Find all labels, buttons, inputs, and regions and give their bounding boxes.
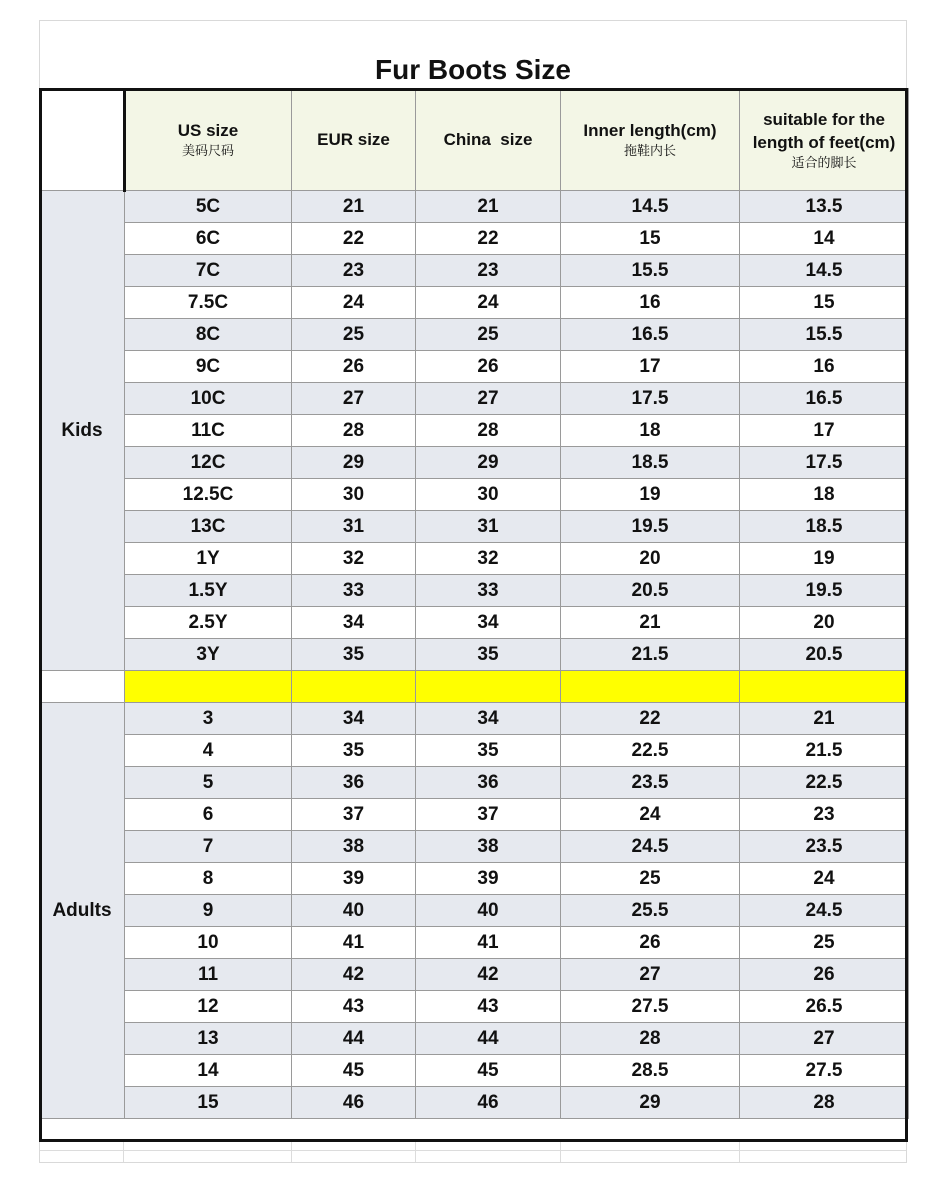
cell-us-size: 9 [125, 895, 292, 927]
table-row [40, 223, 909, 255]
cell-eur-size: 29 [292, 447, 416, 479]
table-row [40, 991, 909, 1023]
cell-inner-length: 18 [561, 415, 740, 447]
cell-feet-length: 19 [740, 543, 909, 575]
cell-eur-size: 26 [292, 351, 416, 383]
cell-eur-size: 25 [292, 319, 416, 351]
gridline [291, 1142, 292, 1162]
cell-inner-length: 22 [561, 703, 740, 735]
cell-us-size: 10C [125, 383, 292, 415]
gridline [123, 1142, 124, 1162]
cell-inner-length: 23.5 [561, 767, 740, 799]
cell-feet-length: 25 [740, 927, 909, 959]
table-row [40, 927, 909, 959]
cell-us-size: 13C [125, 511, 292, 543]
header-feet-label: suitable for the length of feet(cm) [752, 109, 896, 152]
border-left [39, 88, 42, 1142]
separator-highlight [740, 671, 909, 703]
cell-eur-size: 30 [292, 479, 416, 511]
cell-eur-size: 37 [292, 799, 416, 831]
cell-inner-length: 25.5 [561, 895, 740, 927]
cell-inner-length: 28 [561, 1023, 740, 1055]
cell-china-size: 29 [416, 447, 561, 479]
cell-eur-size: 34 [292, 703, 416, 735]
cell-feet-length: 21 [740, 703, 909, 735]
cell-china-size: 32 [416, 543, 561, 575]
cell-china-size: 26 [416, 351, 561, 383]
cell-inner-length: 26 [561, 927, 740, 959]
table-row [40, 735, 909, 767]
cell-feet-length: 17 [740, 415, 909, 447]
cell-china-size: 37 [416, 799, 561, 831]
cell-feet-length: 14.5 [740, 255, 909, 287]
header-inner-length [561, 89, 740, 191]
table-row [40, 543, 909, 575]
border-top [39, 88, 908, 91]
cell-eur-size: 46 [292, 1087, 416, 1119]
header-us-size [125, 89, 292, 191]
cell-china-size: 38 [416, 831, 561, 863]
table-row [40, 831, 909, 863]
cell-china-size: 41 [416, 927, 561, 959]
cell-inner-length: 17.5 [561, 383, 740, 415]
cell-eur-size: 22 [292, 223, 416, 255]
table-row [40, 287, 909, 319]
cell-china-size: 36 [416, 767, 561, 799]
cell-eur-size: 43 [292, 991, 416, 1023]
cell-us-size: 8C [125, 319, 292, 351]
cell-feet-length: 17.5 [740, 447, 909, 479]
cell-eur-size: 21 [292, 191, 416, 223]
cell-us-size: 12 [125, 991, 292, 1023]
cell-eur-size: 27 [292, 383, 416, 415]
cell-eur-size: 40 [292, 895, 416, 927]
table-row [40, 703, 909, 735]
cell-feet-length: 24 [740, 863, 909, 895]
header-feet-length [740, 89, 909, 191]
header-feet-zh: 适合的脚长 [791, 154, 857, 170]
cell-inner-length: 28.5 [561, 1055, 740, 1087]
cell-inner-length: 15.5 [561, 255, 740, 287]
cell-china-size: 35 [416, 639, 561, 671]
cell-inner-length: 20 [561, 543, 740, 575]
table-row [40, 607, 909, 639]
cell-china-size: 21 [416, 191, 561, 223]
border-header-divider [123, 88, 126, 192]
cell-us-size: 1Y [125, 543, 292, 575]
cell-feet-length: 15 [740, 287, 909, 319]
cell-china-size: 45 [416, 1055, 561, 1087]
header-corner [40, 89, 125, 191]
cell-eur-size: 41 [292, 927, 416, 959]
table-row [40, 863, 909, 895]
cell-eur-size: 36 [292, 767, 416, 799]
cell-feet-length: 18.5 [740, 511, 909, 543]
cell-us-size: 6C [125, 223, 292, 255]
cell-feet-length: 26 [740, 959, 909, 991]
cell-eur-size: 24 [292, 287, 416, 319]
cell-feet-length: 16 [740, 351, 909, 383]
size-table [39, 88, 909, 1119]
cell-feet-length: 27 [740, 1023, 909, 1055]
header-us-zh: 美码尺码 [181, 143, 234, 158]
table-row [40, 383, 909, 415]
table-row [40, 1023, 909, 1055]
table-row [40, 351, 909, 383]
cell-inner-length: 27 [561, 959, 740, 991]
cell-us-size: 5 [125, 767, 292, 799]
cell-us-size: 11C [125, 415, 292, 447]
separator-cell [40, 671, 125, 703]
cell-eur-size: 38 [292, 831, 416, 863]
header-us-label: US size [177, 121, 239, 140]
cell-inner-length: 16.5 [561, 319, 740, 351]
table-row [40, 895, 909, 927]
cell-us-size: 3 [125, 703, 292, 735]
cell-inner-length: 19 [561, 479, 740, 511]
separator-highlight [416, 671, 561, 703]
border-bottom [39, 1139, 908, 1142]
table-row [40, 479, 909, 511]
cell-feet-length: 27.5 [740, 1055, 909, 1087]
table-row [40, 255, 909, 287]
table-row [40, 767, 909, 799]
cell-inner-length: 19.5 [561, 511, 740, 543]
cell-feet-length: 15.5 [740, 319, 909, 351]
cell-feet-length: 21.5 [740, 735, 909, 767]
cell-us-size: 5C [125, 191, 292, 223]
cell-feet-length: 24.5 [740, 895, 909, 927]
cell-china-size: 23 [416, 255, 561, 287]
cell-us-size: 8 [125, 863, 292, 895]
cell-us-size: 9C [125, 351, 292, 383]
cell-china-size: 28 [416, 415, 561, 447]
cell-china-size: 27 [416, 383, 561, 415]
separator-highlight [561, 671, 740, 703]
table-row [40, 959, 909, 991]
cell-inner-length: 22.5 [561, 735, 740, 767]
cell-china-size: 25 [416, 319, 561, 351]
table-row [40, 639, 909, 671]
cell-us-size: 11 [125, 959, 292, 991]
table-row [40, 511, 909, 543]
table-row [40, 799, 909, 831]
cell-china-size: 31 [416, 511, 561, 543]
cell-china-size: 42 [416, 959, 561, 991]
cell-us-size: 12.5C [125, 479, 292, 511]
cell-china-size: 34 [416, 703, 561, 735]
cell-eur-size: 32 [292, 543, 416, 575]
cell-eur-size: 35 [292, 639, 416, 671]
cell-us-size: 10 [125, 927, 292, 959]
cell-feet-length: 19.5 [740, 575, 909, 607]
cell-china-size: 43 [416, 991, 561, 1023]
cell-eur-size: 45 [292, 1055, 416, 1087]
cell-feet-length: 22.5 [740, 767, 909, 799]
cell-us-size: 12C [125, 447, 292, 479]
cell-us-size: 7.5C [125, 287, 292, 319]
header-china-size [416, 89, 561, 191]
cell-china-size: 44 [416, 1023, 561, 1055]
cell-china-size: 35 [416, 735, 561, 767]
page-title: Fur Boots Size [374, 54, 571, 85]
cell-us-size: 7C [125, 255, 292, 287]
cell-china-size: 39 [416, 863, 561, 895]
cell-feet-length: 23.5 [740, 831, 909, 863]
cell-feet-length: 16.5 [740, 383, 909, 415]
table-row [40, 575, 909, 607]
cell-china-size: 22 [416, 223, 561, 255]
cell-eur-size: 23 [292, 255, 416, 287]
cell-us-size: 4 [125, 735, 292, 767]
cell-inner-length: 14.5 [561, 191, 740, 223]
cell-inner-length: 17 [561, 351, 740, 383]
cell-feet-length: 14 [740, 223, 909, 255]
cell-china-size: 46 [416, 1087, 561, 1119]
cell-us-size: 7 [125, 831, 292, 863]
cell-inner-length: 24.5 [561, 831, 740, 863]
cell-eur-size: 33 [292, 575, 416, 607]
header-eur-size [292, 89, 416, 191]
group-label-kids: Kids [40, 191, 125, 671]
gridline [415, 1142, 416, 1162]
cell-feet-length: 28 [740, 1087, 909, 1119]
cell-china-size: 34 [416, 607, 561, 639]
cell-inner-length: 18.5 [561, 447, 740, 479]
table-row [40, 1087, 909, 1119]
gridline [40, 1150, 906, 1151]
cell-china-size: 30 [416, 479, 561, 511]
gridline [739, 1142, 740, 1162]
header-row [40, 89, 909, 191]
separator-highlight [125, 671, 292, 703]
cell-feet-length: 23 [740, 799, 909, 831]
border-right [905, 88, 908, 1142]
cell-us-size: 3Y [125, 639, 292, 671]
cell-eur-size: 42 [292, 959, 416, 991]
cell-feet-length: 18 [740, 479, 909, 511]
cell-us-size: 14 [125, 1055, 292, 1087]
cell-eur-size: 39 [292, 863, 416, 895]
cell-inner-length: 20.5 [561, 575, 740, 607]
cell-china-size: 24 [416, 287, 561, 319]
cell-eur-size: 44 [292, 1023, 416, 1055]
gridline [560, 1142, 561, 1162]
cell-inner-length: 25 [561, 863, 740, 895]
cell-feet-length: 20.5 [740, 639, 909, 671]
cell-eur-size: 34 [292, 607, 416, 639]
cell-eur-size: 28 [292, 415, 416, 447]
cell-eur-size: 31 [292, 511, 416, 543]
cell-inner-length: 24 [561, 799, 740, 831]
table-row [40, 415, 909, 447]
cell-feet-length: 13.5 [740, 191, 909, 223]
cell-inner-length: 21 [561, 607, 740, 639]
separator-highlight [292, 671, 416, 703]
cell-inner-length: 16 [561, 287, 740, 319]
group-label-adults: Adults [40, 703, 125, 1119]
cell-inner-length: 21.5 [561, 639, 740, 671]
cell-inner-length: 15 [561, 223, 740, 255]
cell-us-size: 6 [125, 799, 292, 831]
table-row [40, 191, 909, 223]
header-china-label: China size [443, 130, 533, 149]
cell-inner-length: 27.5 [561, 991, 740, 1023]
header-inner-zh: 拖鞋内长 [623, 143, 676, 158]
cell-inner-length: 29 [561, 1087, 740, 1119]
table-row [40, 1055, 909, 1087]
header-eur-label: EUR size [317, 130, 390, 149]
cell-us-size: 2.5Y [125, 607, 292, 639]
cell-us-size: 15 [125, 1087, 292, 1119]
table-row [40, 319, 909, 351]
cell-feet-length: 20 [740, 607, 909, 639]
table-row [40, 447, 909, 479]
cell-us-size: 13 [125, 1023, 292, 1055]
cell-us-size: 1.5Y [125, 575, 292, 607]
cell-china-size: 33 [416, 575, 561, 607]
separator-row [40, 671, 909, 703]
cell-china-size: 40 [416, 895, 561, 927]
cell-feet-length: 26.5 [740, 991, 909, 1023]
header-inner-label: Inner length(cm) [583, 121, 717, 140]
cell-eur-size: 35 [292, 735, 416, 767]
